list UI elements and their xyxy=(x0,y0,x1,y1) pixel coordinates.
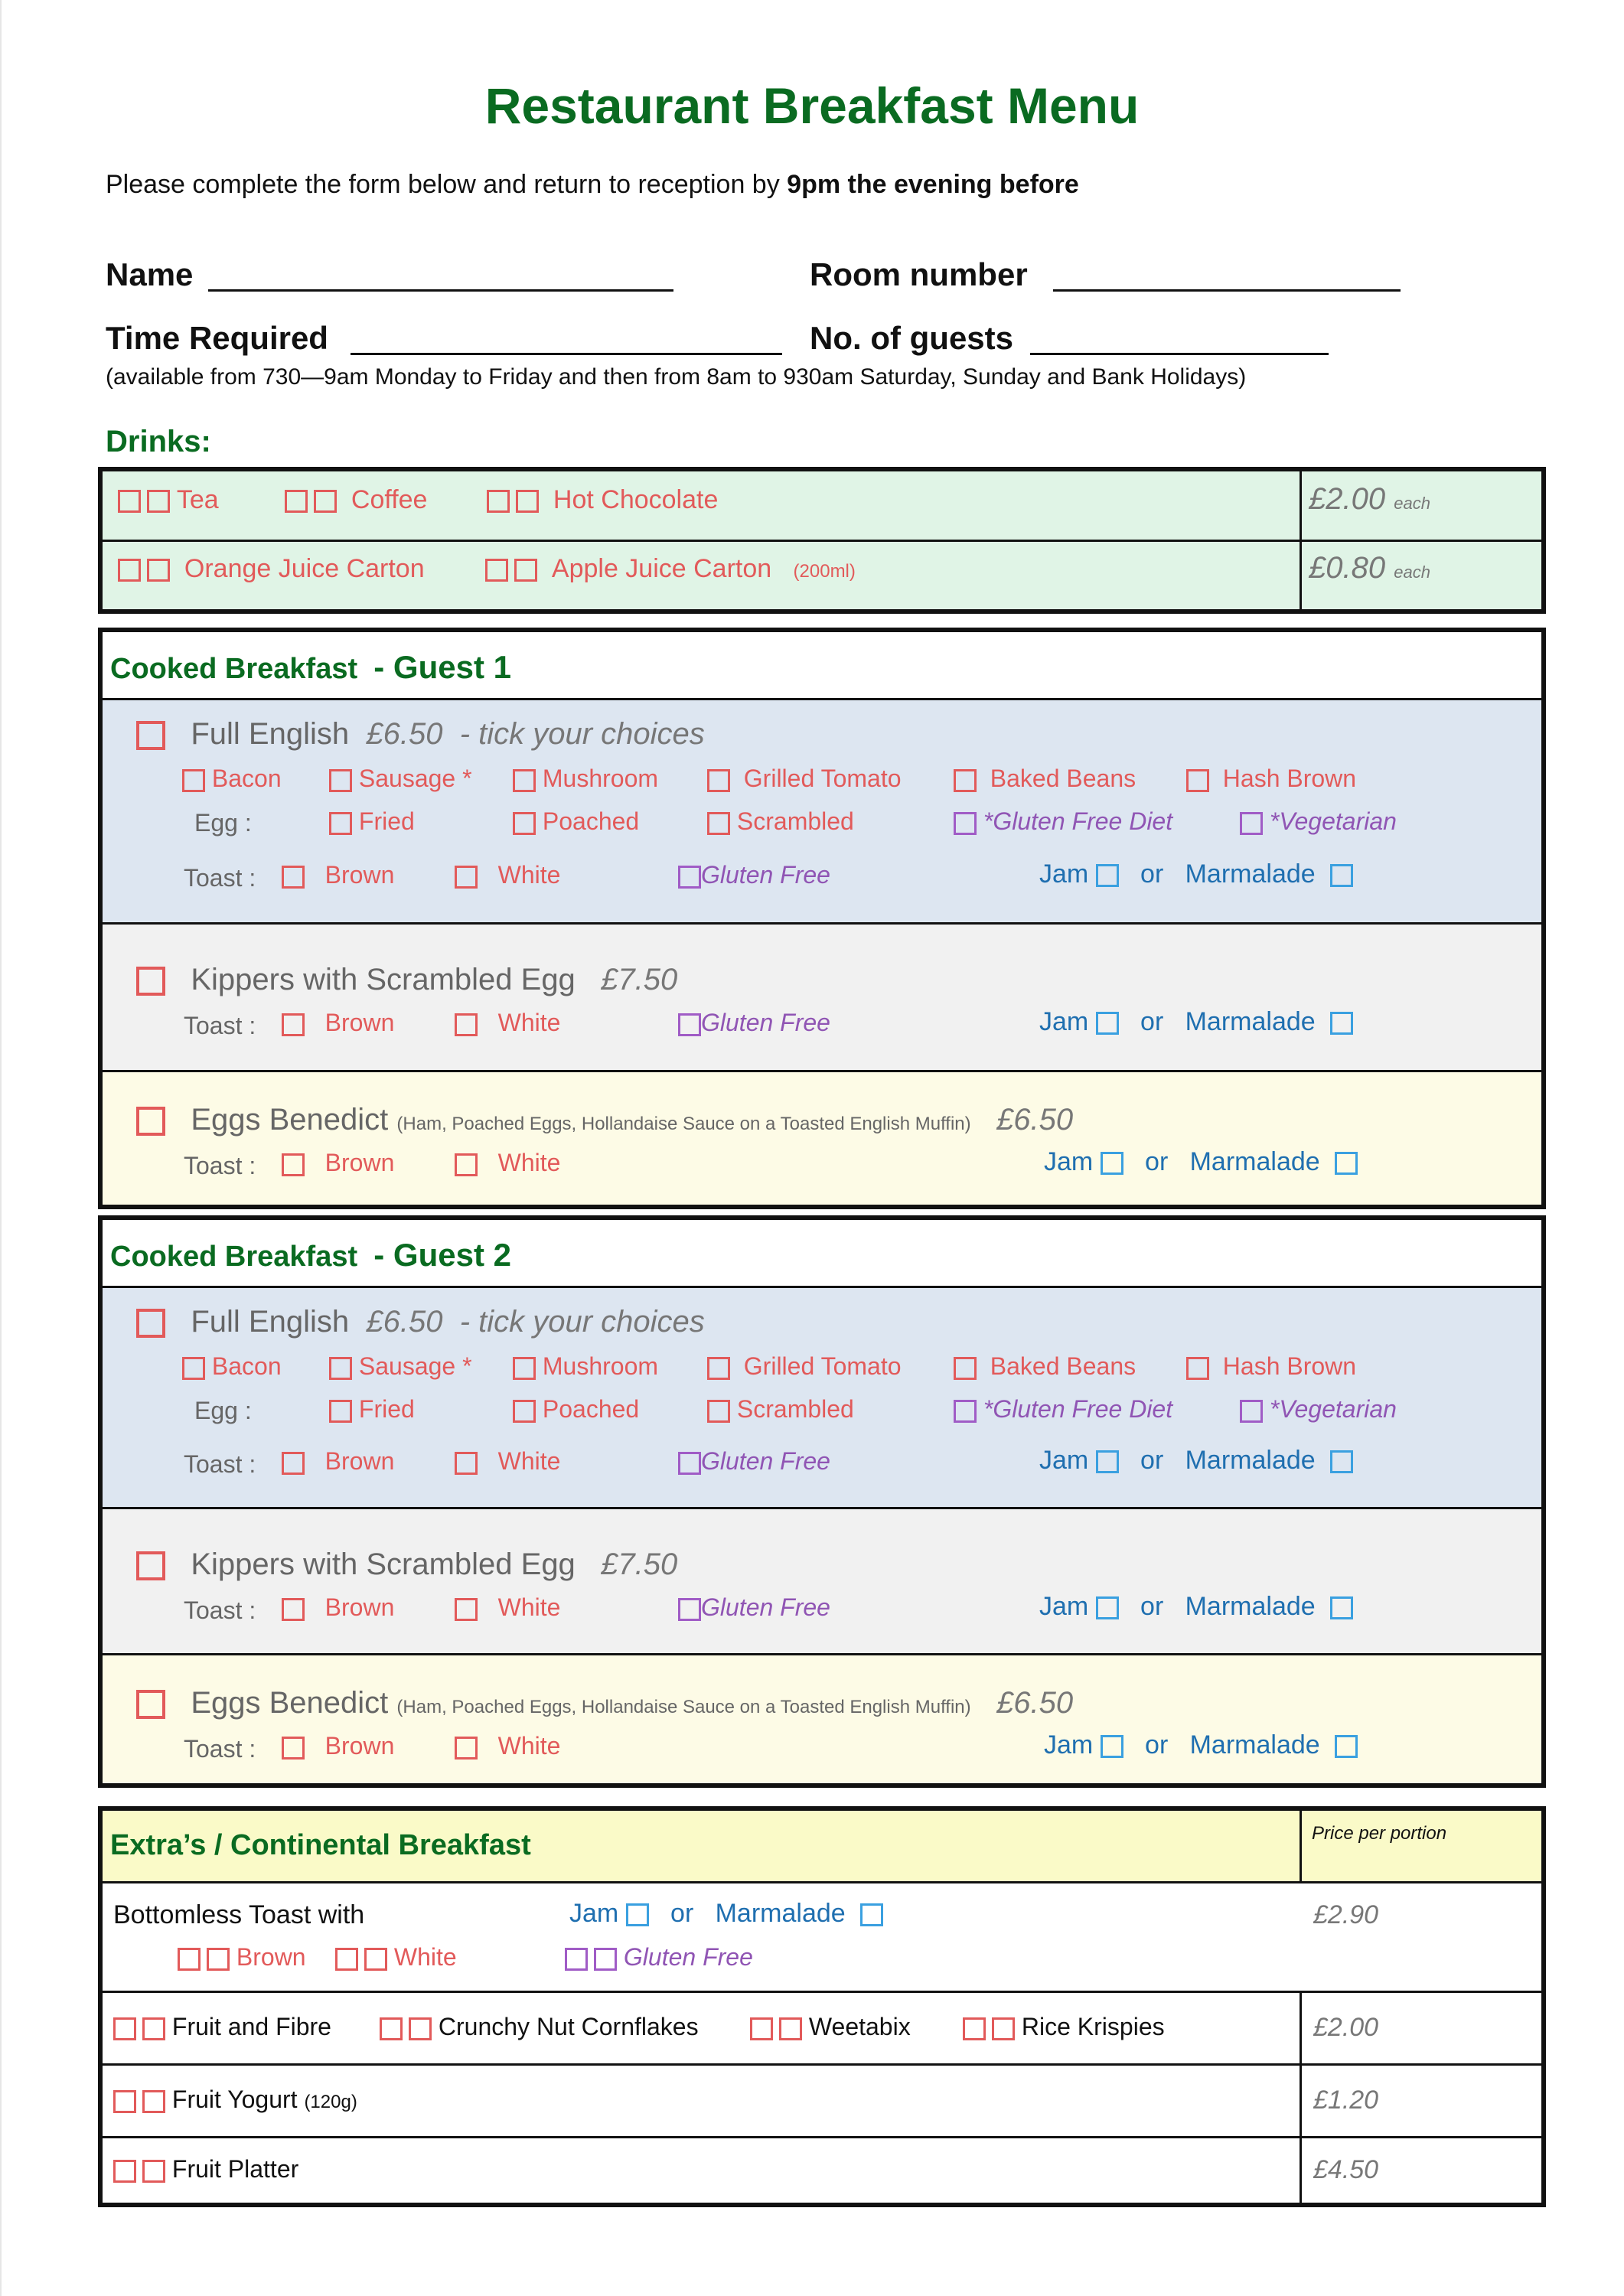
kippers-checkbox[interactable] xyxy=(136,967,165,996)
vegetarian-option[interactable]: *Vegetarian xyxy=(1240,1395,1397,1424)
hash-brown-option[interactable]: Hash Brown xyxy=(1186,1352,1356,1381)
scrambled-option[interactable]: Scrambled xyxy=(707,807,854,836)
vegetarian-option[interactable]: *Vegetarian xyxy=(1240,807,1397,836)
kippers-item[interactable]: Kippers with Scrambled Egg £7.50 xyxy=(136,963,677,997)
jam-option[interactable]: Jam or Marmalade xyxy=(1039,1592,1353,1622)
white-toast-option[interactable]: White xyxy=(455,1732,560,1760)
coffee-option[interactable]: Coffee xyxy=(285,485,427,515)
mushroom-option[interactable]: Mushroom xyxy=(513,1352,658,1381)
kippers-item[interactable]: Kippers with Scrambled Egg £7.50 xyxy=(136,1548,677,1582)
brown-toast-checkbox[interactable] xyxy=(282,1737,305,1760)
fruit-platter-checkbox-1[interactable] xyxy=(113,2160,136,2183)
orange-juice-checkbox-2[interactable] xyxy=(147,559,170,582)
brown-toast-checkbox[interactable] xyxy=(282,1013,305,1036)
extras-table xyxy=(98,1806,1546,2207)
weetabix-option[interactable]: Weetabix xyxy=(750,2013,911,2041)
bacon-option[interactable]: Bacon xyxy=(182,1352,282,1381)
grilled-tomato-checkbox[interactable] xyxy=(707,769,730,792)
kippers-checkbox[interactable] xyxy=(136,1551,165,1580)
hot-chocolate-checkbox-2[interactable] xyxy=(516,490,539,513)
vegetarian-checkbox[interactable] xyxy=(1240,812,1263,835)
hot-chocolate-checkbox-1[interactable] xyxy=(487,490,510,513)
jam-checkbox[interactable] xyxy=(1101,1152,1123,1175)
marmalade-checkbox[interactable] xyxy=(1330,1450,1353,1473)
toast-label: Toast : xyxy=(184,864,256,892)
gluten-free-toast-option[interactable]: Gluten Free xyxy=(565,1943,753,1971)
weetabix-checkbox-1[interactable] xyxy=(750,2017,773,2040)
fruit-yogurt-option[interactable]: Fruit Yogurt (120g) xyxy=(113,2086,357,2114)
white-toast-checkbox[interactable] xyxy=(455,1153,478,1176)
brown-toast-checkbox[interactable] xyxy=(282,1598,305,1621)
gluten-free-toast-checkbox[interactable] xyxy=(678,1452,701,1475)
gluten-free-toast-checkbox-1[interactable] xyxy=(565,1948,588,1971)
brown-toast-option[interactable]: Brown xyxy=(282,1149,394,1177)
brown-toast-checkbox[interactable] xyxy=(282,866,305,889)
gluten-free-toast-checkbox[interactable] xyxy=(678,1598,701,1621)
bottomless-toast-price: £2.90 xyxy=(1313,1900,1379,1929)
coffee-checkbox-2[interactable] xyxy=(314,490,337,513)
white-toast-checkbox[interactable] xyxy=(455,1737,478,1760)
no-of-guests-label: No. of guests xyxy=(810,320,1014,356)
white-toast-option[interactable]: White xyxy=(455,1447,560,1476)
bacon-checkbox[interactable] xyxy=(182,769,205,792)
gluten-free-toast-option[interactable]: Gluten Free xyxy=(678,1009,830,1037)
gluten-free-toast-option[interactable]: Gluten Free xyxy=(678,1593,830,1622)
full-english-item[interactable]: Full English £6.50 - tick your choices xyxy=(136,717,705,752)
orange-juice-checkbox-1[interactable] xyxy=(118,559,141,582)
jam-checkbox[interactable] xyxy=(1096,1012,1119,1035)
jam-option[interactable]: Jam or Marmalade xyxy=(1044,1730,1358,1760)
fruit-platter-price: £4.50 xyxy=(1313,2155,1379,2184)
gluten-free-diet-option[interactable]: *Gluten Free Diet xyxy=(954,807,1172,836)
mushroom-checkbox[interactable] xyxy=(513,1357,536,1380)
fried-checkbox[interactable] xyxy=(329,812,352,835)
poached-option[interactable]: Poached xyxy=(513,807,639,836)
extras-heading: Extra’s / Continental Breakfast xyxy=(110,1829,531,1861)
sausage-option[interactable]: Sausage * xyxy=(329,1352,472,1381)
gluten-free-diet-checkbox[interactable] xyxy=(954,812,977,835)
coffee-checkbox-1[interactable] xyxy=(285,490,308,513)
white-toast-option[interactable]: White xyxy=(335,1943,457,1971)
white-toast-checkbox[interactable] xyxy=(455,1013,478,1036)
apple-juice-option[interactable]: Apple Juice Carton (200ml) xyxy=(485,554,856,584)
brown-toast-checkbox-1[interactable] xyxy=(178,1948,201,1971)
intro-deadline: 9pm the evening before xyxy=(787,170,1079,199)
guest-1-table xyxy=(98,628,1546,1209)
page-title: Restaurant Breakfast Menu xyxy=(484,77,1140,134)
time-required-label: Time Required xyxy=(106,320,328,356)
marmalade-checkbox[interactable] xyxy=(1335,1735,1358,1758)
jam-checkbox[interactable] xyxy=(1101,1735,1123,1758)
toast-label: Toast : xyxy=(184,1152,256,1179)
egg-label: Egg : xyxy=(194,809,252,837)
baked-beans-checkbox[interactable] xyxy=(954,769,977,792)
cornflakes-checkbox-1[interactable] xyxy=(380,2017,403,2040)
baked-beans-checkbox[interactable] xyxy=(954,1357,977,1380)
egg-label: Egg : xyxy=(194,1397,252,1424)
gluten-free-toast-option[interactable]: Gluten Free xyxy=(678,861,830,889)
marmalade-checkbox[interactable] xyxy=(1330,1596,1353,1619)
white-toast-option[interactable]: White xyxy=(455,1149,560,1177)
rice-krispies-checkbox-1[interactable] xyxy=(963,2017,986,2040)
full-english-checkbox[interactable] xyxy=(136,721,165,750)
gluten-free-diet-option[interactable]: *Gluten Free Diet xyxy=(954,1395,1172,1424)
white-toast-option[interactable]: White xyxy=(455,861,560,889)
marmalade-checkbox[interactable] xyxy=(1335,1152,1358,1175)
mushroom-checkbox[interactable] xyxy=(513,769,536,792)
fruit-platter-checkbox-2[interactable] xyxy=(142,2160,165,2183)
scrambled-checkbox[interactable] xyxy=(707,1400,730,1423)
bacon-option[interactable]: Bacon xyxy=(182,765,282,793)
fruit-yogurt-price: £1.20 xyxy=(1313,2086,1379,2115)
fruit-yogurt-checkbox-1[interactable] xyxy=(113,2090,136,2113)
cornflakes-option[interactable]: Crunchy Nut Cornflakes xyxy=(380,2013,699,2041)
baked-beans-option[interactable]: Baked Beans xyxy=(954,765,1136,793)
marmalade-checkbox[interactable] xyxy=(860,1903,883,1926)
jam-checkbox[interactable] xyxy=(1096,1450,1119,1473)
white-toast-option[interactable]: White xyxy=(455,1009,560,1037)
room-number-field[interactable] xyxy=(1053,289,1401,292)
poached-checkbox[interactable] xyxy=(513,1400,536,1423)
bottomless-toast-label: Bottomless Toast with xyxy=(113,1900,365,1929)
gluten-free-toast-option[interactable]: Gluten Free xyxy=(678,1447,830,1476)
eggs-benedict-item[interactable]: Eggs Benedict (Ham, Poached Eggs, Hollandaise Sauce on a Toasted English Muffin) £6.50 xyxy=(136,1103,1073,1137)
juice-price: £0.80 each xyxy=(1309,551,1430,585)
jam-checkbox[interactable] xyxy=(1096,864,1119,887)
full-english-item[interactable]: Full English £6.50 - tick your choices xyxy=(136,1305,705,1339)
brown-toast-checkbox[interactable] xyxy=(282,1452,305,1475)
brown-toast-option[interactable]: Brown xyxy=(282,1447,394,1476)
rice-krispies-option[interactable]: Rice Krispies xyxy=(963,2013,1165,2041)
sausage-option[interactable]: Sausage * xyxy=(329,765,472,793)
guest-2-heading: Cooked Breakfast - Guest 2 xyxy=(110,1237,511,1273)
white-toast-checkbox[interactable] xyxy=(455,1598,478,1621)
brown-toast-option[interactable]: Brown xyxy=(282,1732,394,1760)
brown-toast-option[interactable]: Brown xyxy=(178,1943,306,1971)
sausage-checkbox[interactable] xyxy=(329,1357,352,1380)
fruit-platter-option[interactable]: Fruit Platter xyxy=(113,2155,298,2183)
white-toast-checkbox[interactable] xyxy=(455,866,478,889)
guest-2-table xyxy=(98,1215,1546,1788)
marmalade-checkbox[interactable] xyxy=(1330,864,1353,887)
eggs-benedict-item[interactable]: Eggs Benedict (Ham, Poached Eggs, Hollandaise Sauce on a Toasted English Muffin) £6.50 xyxy=(136,1686,1073,1720)
price-per-portion-header: Price per portion xyxy=(1312,1823,1447,1844)
tea-checkbox-1[interactable] xyxy=(118,490,141,513)
no-of-guests-field[interactable] xyxy=(1030,353,1329,355)
cornflakes-checkbox-2[interactable] xyxy=(409,2017,432,2040)
intro-plain: Please complete the form below and return to reception by xyxy=(106,170,788,199)
grilled-tomato-checkbox[interactable] xyxy=(707,1357,730,1380)
jam-option[interactable]: Jam or Marmalade xyxy=(1039,1007,1353,1037)
toast-label: Toast : xyxy=(184,1596,256,1624)
gluten-free-toast-checkbox-2[interactable] xyxy=(594,1948,617,1971)
fruit-fibre-option[interactable]: Fruit and Fibre xyxy=(113,2013,331,2041)
jam-checkbox[interactable] xyxy=(626,1903,649,1926)
full-english-checkbox[interactable] xyxy=(136,1309,165,1338)
time-required-field[interactable] xyxy=(351,353,782,355)
cereals-price: £2.00 xyxy=(1313,2013,1379,2042)
brown-toast-checkbox[interactable] xyxy=(282,1153,305,1176)
sausage-checkbox[interactable] xyxy=(329,769,352,792)
fruit-yogurt-checkbox-2[interactable] xyxy=(142,2090,165,2113)
toast-label: Toast : xyxy=(184,1735,256,1763)
tea-checkbox-2[interactable] xyxy=(147,490,170,513)
hash-brown-checkbox[interactable] xyxy=(1186,769,1209,792)
toast-label: Toast : xyxy=(184,1450,256,1478)
jam-option[interactable]: Jam or Marmalade xyxy=(1039,1446,1353,1476)
guest-1-heading: Cooked Breakfast - Guest 1 xyxy=(110,649,511,685)
brown-toast-option[interactable]: Brown xyxy=(282,1009,394,1037)
jam-option[interactable]: Jam or Marmalade xyxy=(1039,859,1353,889)
hash-brown-checkbox[interactable] xyxy=(1186,1357,1209,1380)
white-toast-checkbox[interactable] xyxy=(455,1452,478,1475)
weetabix-checkbox-2[interactable] xyxy=(779,2017,802,2040)
drinks-heading: Drinks: xyxy=(106,425,211,458)
eggs-benedict-checkbox[interactable] xyxy=(136,1107,165,1136)
tea-option[interactable]: Tea xyxy=(118,485,219,515)
hot-chocolate-option[interactable]: Hot Chocolate xyxy=(487,485,718,515)
hot-drinks-price: £2.00 each xyxy=(1309,482,1430,516)
orange-juice-option[interactable]: Orange Juice Carton xyxy=(118,554,425,584)
availability-note: (available from 730—9am Monday to Friday and then from 8am to 930am Saturday, Sunday and Bank Holidays) xyxy=(106,364,1247,390)
gluten-free-toast-checkbox[interactable] xyxy=(678,866,701,889)
poached-checkbox[interactable] xyxy=(513,812,536,835)
baked-beans-option[interactable]: Baked Beans xyxy=(954,1352,1136,1381)
brown-toast-option[interactable]: Brown xyxy=(282,861,394,889)
hash-brown-option[interactable]: Hash Brown xyxy=(1186,765,1356,793)
fried-option[interactable]: Fried xyxy=(329,1395,415,1424)
name-label: Name xyxy=(106,256,194,292)
scrambled-option[interactable]: Scrambled xyxy=(707,1395,854,1424)
vegetarian-checkbox[interactable] xyxy=(1240,1400,1263,1423)
grilled-tomato-option[interactable]: Grilled Tomato xyxy=(707,1352,902,1381)
jam-option[interactable]: Jam or Marmalade xyxy=(569,1899,883,1929)
fried-option[interactable]: Fried xyxy=(329,807,415,836)
fried-checkbox[interactable] xyxy=(329,1400,352,1423)
white-toast-option[interactable]: White xyxy=(455,1593,560,1622)
marmalade-checkbox[interactable] xyxy=(1330,1012,1353,1035)
scrambled-checkbox[interactable] xyxy=(707,812,730,835)
mushroom-option[interactable]: Mushroom xyxy=(513,765,658,793)
white-toast-checkbox-1[interactable] xyxy=(335,1948,358,1971)
brown-toast-option[interactable]: Brown xyxy=(282,1593,394,1622)
jam-checkbox[interactable] xyxy=(1096,1596,1119,1619)
fruit-fibre-checkbox-2[interactable] xyxy=(142,2017,165,2040)
toast-label: Toast : xyxy=(184,1012,256,1039)
intro-text xyxy=(106,170,1079,200)
gluten-free-diet-checkbox[interactable] xyxy=(954,1400,977,1423)
jam-option[interactable]: Jam or Marmalade xyxy=(1044,1147,1358,1177)
fruit-fibre-checkbox-1[interactable] xyxy=(113,2017,136,2040)
poached-option[interactable]: Poached xyxy=(513,1395,639,1424)
room-number-label: Room number xyxy=(810,256,1028,292)
apple-juice-checkbox-2[interactable] xyxy=(514,559,537,582)
bacon-checkbox[interactable] xyxy=(182,1357,205,1380)
eggs-benedict-checkbox[interactable] xyxy=(136,1690,165,1719)
drinks-table xyxy=(98,467,1546,614)
white-toast-checkbox-2[interactable] xyxy=(364,1948,387,1971)
rice-krispies-checkbox-2[interactable] xyxy=(992,2017,1015,2040)
gluten-free-toast-checkbox[interactable] xyxy=(678,1013,701,1036)
apple-juice-checkbox-1[interactable] xyxy=(485,559,508,582)
name-field[interactable] xyxy=(208,289,673,292)
brown-toast-checkbox-2[interactable] xyxy=(207,1948,230,1971)
grilled-tomato-option[interactable]: Grilled Tomato xyxy=(707,765,902,793)
